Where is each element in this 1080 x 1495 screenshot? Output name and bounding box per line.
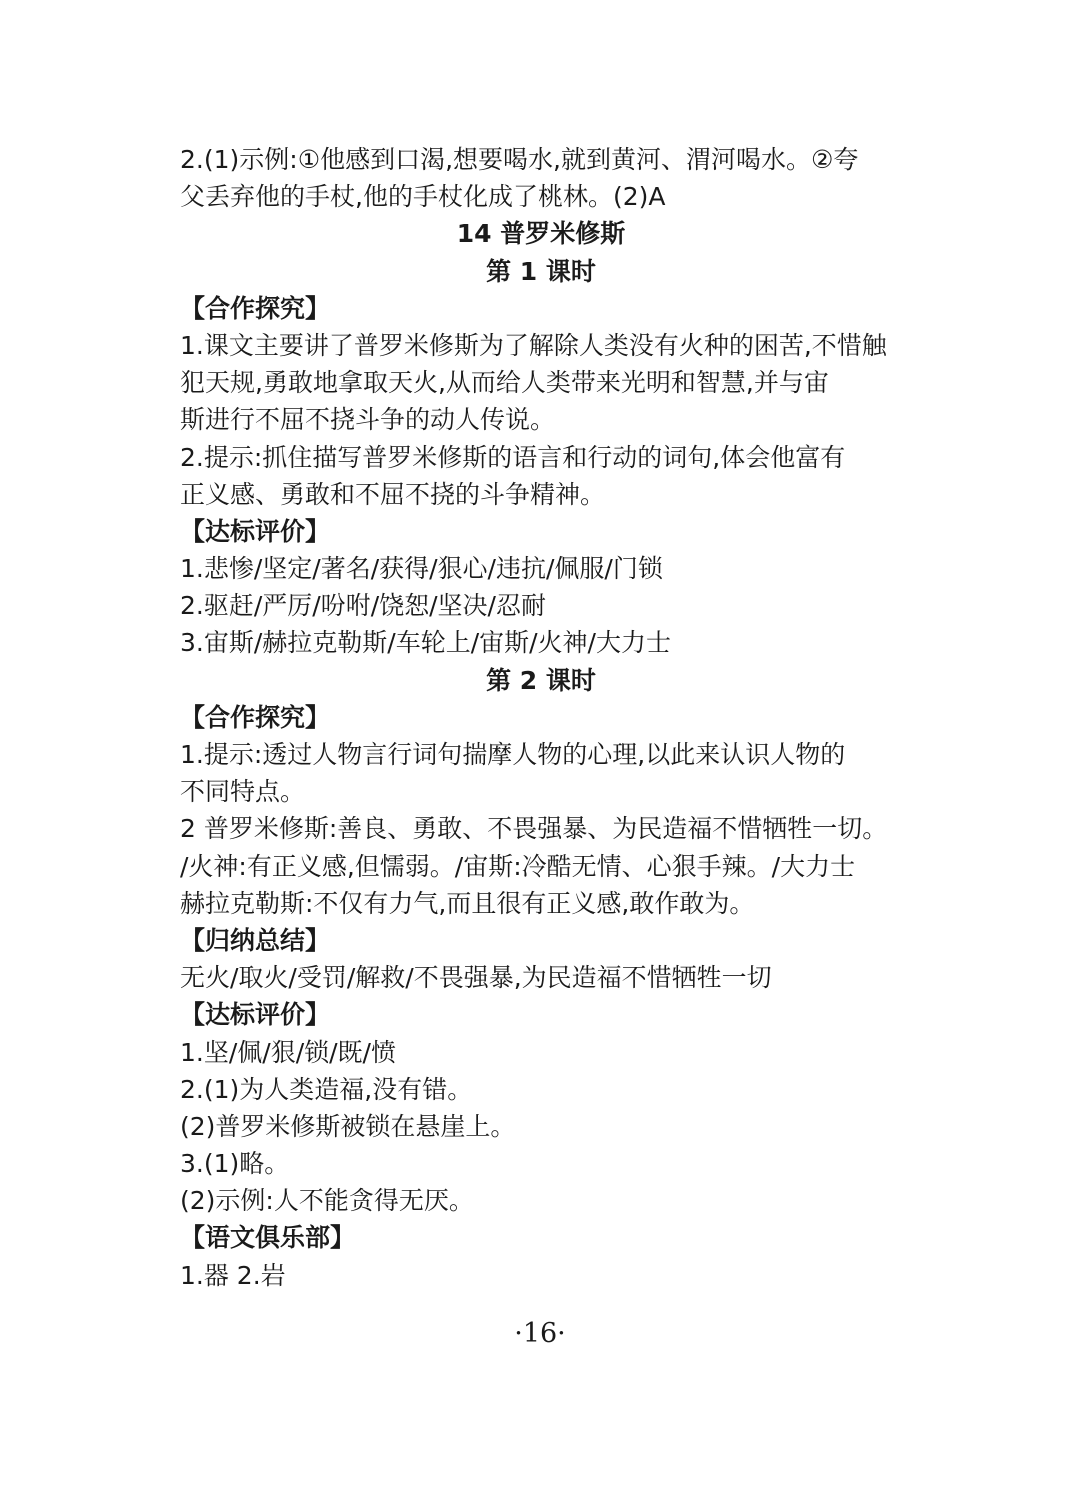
text-line: 1.坚/佩/狠/锁/既/愤	[180, 1037, 396, 1067]
text-line: 1.提示:透过人物言行词句揣摩人物的心理,以此来认识人物的	[180, 740, 846, 769]
section-heading: 【合作探究】	[180, 702, 331, 732]
text-line: 1.课文主要讲了普罗米修斯为了解除人类没有火种的困苦,不惜触	[180, 330, 887, 360]
text-line: 正义感、勇敢和不屈不挠的斗争精神。	[180, 479, 606, 509]
text-line: 3.宙斯/赫拉克勒斯/车轮上/宙斯/火神/大力士	[180, 628, 671, 658]
session-title: 第 1 课时	[486, 256, 596, 286]
section-heading: 【达标评价】	[180, 1000, 331, 1030]
answer-key-page	[180, 141, 902, 1294]
lesson-title: 14 普罗米修斯	[456, 219, 626, 249]
section-heading: 【达标评价】	[180, 516, 331, 546]
text-line: 2.(1)示例:①他感到口渴,想要喝水,就到黄河、渭河喝水。②夸	[180, 145, 859, 174]
text-line: 2.驱赶/严厉/吩咐/饶恕/坚决/忍耐	[180, 591, 546, 621]
text-line: (2)示例:人不能贪得无厌。	[180, 1186, 474, 1216]
text-line: 赫拉克勒斯:不仅有力气,而且很有正义感,敢作敢为。	[180, 888, 755, 918]
text-line: 3.(1)略。	[180, 1149, 290, 1179]
section-heading: 【合作探究】	[180, 293, 331, 323]
text-line: 犯天规,勇敢地拿取天火,从而给人类带来光明和智慧,并与宙	[180, 368, 829, 398]
text-line: 父丢弃他的手杖,他的手杖化成了桃林。(2)A	[180, 182, 666, 212]
text-line: /火神:有正义感,但懦弱。/宙斯:冷酷无情、心狠手辣。/大力士	[180, 851, 856, 881]
session-title: 第 2 课时	[486, 665, 596, 695]
text-line: 2 普罗米修斯:善良、勇敢、不畏强暴、为民造福不惜牺牲一切。	[180, 814, 888, 844]
section-heading: 【语文俱乐部】	[180, 1223, 356, 1253]
text-line: 2.提示:抓住描写普罗米修斯的语言和行动的词句,体会他富有	[180, 442, 846, 472]
text-line: 1.悲惨/坚定/著名/获得/狠心/违抗/佩服/门锁	[180, 554, 663, 584]
text-line: 1.器 2.岩	[180, 1260, 286, 1290]
text-line: 不同特点。	[180, 777, 306, 807]
text-line: (2)普罗米修斯被锁在悬崖上。	[180, 1111, 516, 1141]
page-number: ·16·	[514, 1318, 566, 1349]
text-line: 无火/取火/受罚/解救/不畏强暴,为民造福不惜牺牲一切	[180, 963, 772, 993]
text-line: 斯进行不屈不挠斗争的动人传说。	[180, 405, 556, 435]
text-line: 2.(1)为人类造福,没有错。	[180, 1074, 473, 1104]
section-heading: 【归纳总结】	[180, 925, 331, 955]
